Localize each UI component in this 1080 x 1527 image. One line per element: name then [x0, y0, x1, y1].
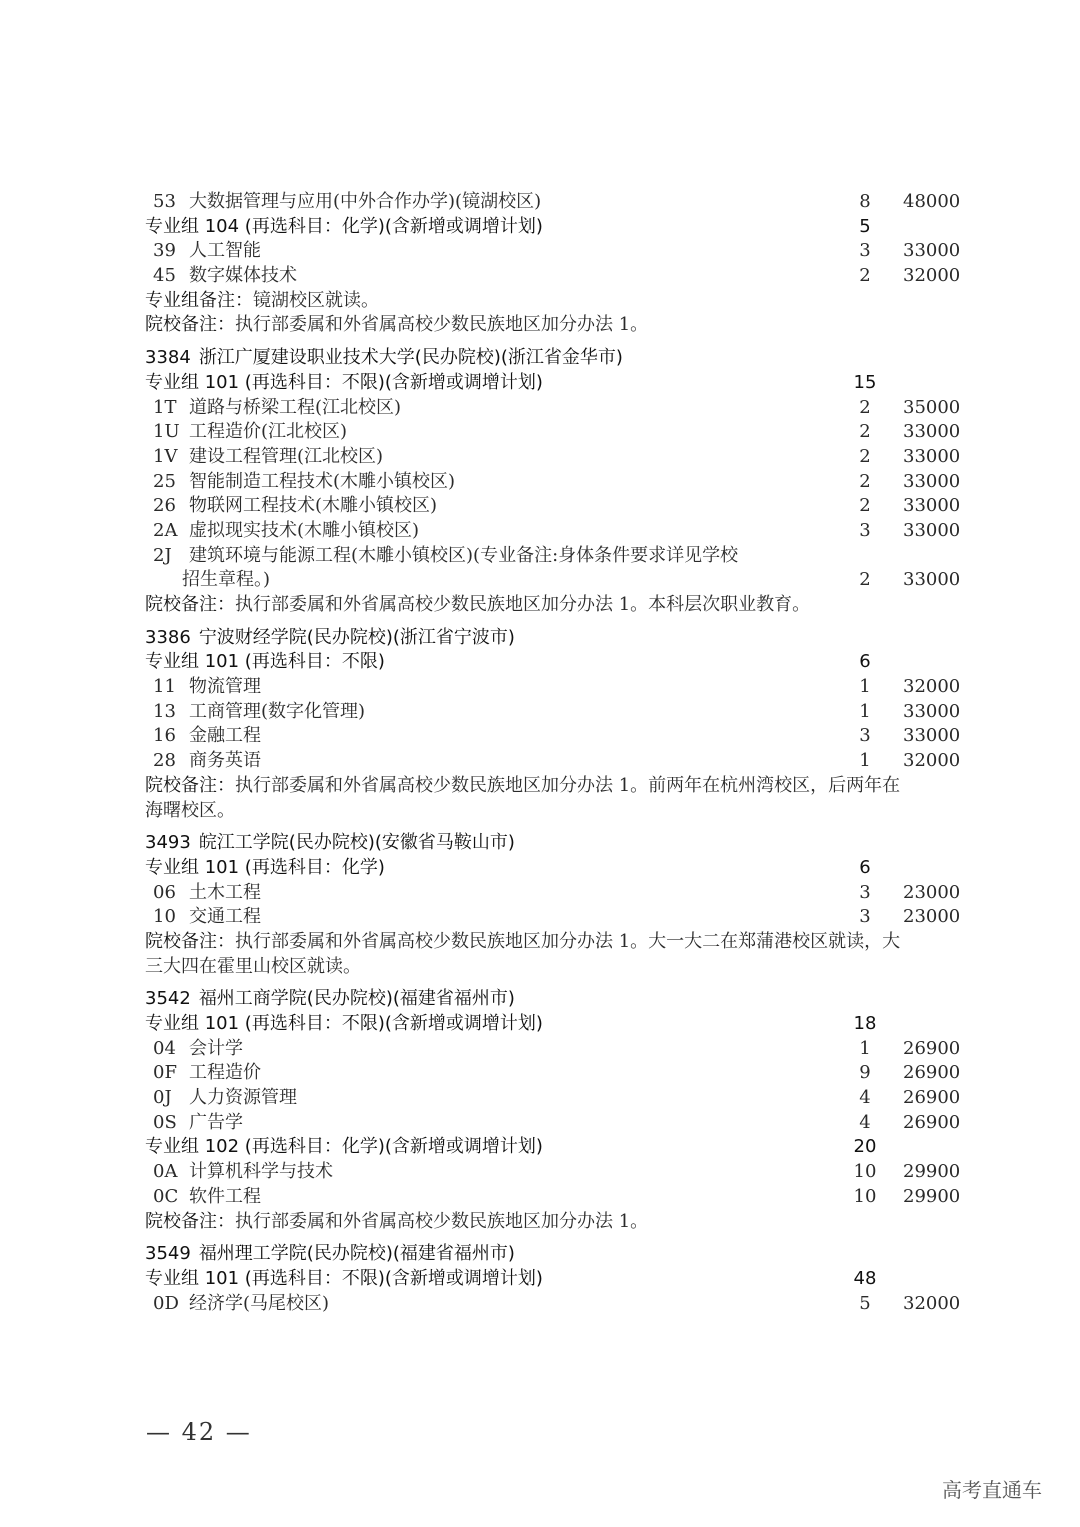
tuition-fee: 29900 [903, 1161, 961, 1183]
tuition-fee: 23000 [903, 906, 961, 928]
major-row [145, 1061, 965, 1086]
major-name: 虚拟现实技术(木雕小镇校区) [189, 519, 420, 541]
major-name: 经济学(马尾校区) [189, 1292, 330, 1314]
plan-count: 9 [859, 1062, 871, 1084]
major-row [145, 239, 965, 264]
major-label [153, 1292, 329, 1317]
major-row [145, 190, 965, 215]
major-group-title: 专业组 101 (再选科目：不限)(含新增或调增计划) [145, 371, 543, 393]
plan-count: 5 [859, 1292, 871, 1314]
plan-count: 8 [859, 191, 871, 212]
school-header-row [145, 987, 965, 1012]
tuition-fee: 33000 [903, 445, 961, 467]
major-code: 13 [153, 700, 176, 722]
major-group-row [145, 371, 965, 396]
plan-count: 3 [859, 725, 871, 747]
major-label [153, 396, 401, 421]
remark-text: 海曙校区。 [145, 799, 235, 821]
tuition-fee: 29900 [903, 1185, 961, 1207]
major-name: 工程造价 [189, 1062, 261, 1084]
major-code: 0D [153, 1292, 179, 1314]
major-name: 软件工程 [189, 1185, 261, 1207]
tuition-fee: 33000 [903, 725, 961, 747]
major-row [145, 749, 965, 774]
major-name: 会计学 [189, 1037, 243, 1059]
major-label [153, 675, 261, 700]
remark [145, 1210, 648, 1235]
school-code: 3542 [145, 988, 191, 1010]
school-header-row [145, 626, 965, 651]
major-group-row [145, 1012, 965, 1037]
plan-count: 10 [853, 1161, 877, 1183]
tuition-fee: 32000 [903, 676, 961, 698]
major-code: 04 [153, 1037, 176, 1059]
major-name: 商务英语 [189, 750, 261, 772]
major-code: 0A [153, 1161, 178, 1183]
major-row [145, 675, 965, 700]
remark-row [145, 593, 965, 618]
major-name: 人工智能 [189, 240, 261, 262]
major-code: 1T [153, 396, 177, 418]
tuition-fee: 32000 [903, 265, 961, 287]
plan-count: 3 [859, 881, 871, 903]
school-code: 3386 [145, 626, 191, 648]
group-plan-count: 20 [853, 1136, 877, 1158]
school-name: 福州理工学院(民办院校)(福建省福州市) [198, 1243, 515, 1265]
plan-count: 1 [859, 750, 871, 772]
major-row [145, 519, 965, 544]
remark-text: 执行部委属和外省属高校少数民族地区加分办法 1。大一大二在郑蒲港校区就读，大 [235, 930, 901, 952]
remark-label: 专业组备注： [145, 289, 253, 311]
major-label [153, 700, 365, 725]
group-plan-count: 5 [859, 215, 871, 237]
major-name: 交通工程 [189, 906, 261, 928]
major-row [145, 1111, 965, 1136]
school-label [145, 1242, 515, 1267]
major-label [153, 264, 297, 289]
school-code: 3549 [145, 1243, 191, 1265]
remark [145, 313, 648, 338]
group-plan-count: 6 [859, 856, 871, 878]
major-name: 计算机科学与技术 [189, 1161, 333, 1183]
major-code: 0J [153, 1087, 172, 1109]
group-plan-count: 48 [853, 1267, 877, 1289]
school-code: 3384 [145, 347, 191, 369]
remark-text: 执行部委属和外省属高校少数民族地区加分办法 1。本科层次职业教育。 [235, 594, 811, 615]
remark-row [145, 289, 965, 314]
major-code: 26 [153, 495, 176, 517]
remark-label: 院校备注： [145, 594, 235, 615]
plan-count: 4 [859, 1111, 871, 1133]
plan-count: 2 [859, 470, 871, 492]
school-header-row [145, 346, 965, 371]
major-code: 0S [153, 1111, 177, 1133]
major-code: 45 [153, 265, 176, 287]
group-plan-count: 18 [853, 1013, 877, 1034]
major-name: 建设工程管理(江北校区) [189, 445, 384, 467]
major-name: 建筑环境与能源工程(木雕小镇校区)(专业备注:身体条件要求详见学校 [189, 544, 739, 566]
plan-count: 2 [859, 265, 871, 287]
major-code: 2A [153, 519, 178, 541]
major-code: 39 [153, 240, 176, 262]
remark-row [145, 930, 965, 955]
tuition-fee: 33000 [903, 495, 961, 517]
major-name: 工程造价(江北校区) [189, 421, 348, 443]
remark-row [145, 774, 965, 799]
major-label [153, 445, 383, 470]
remark-text: 执行部委属和外省属高校少数民族地区加分办法 1。前两年在杭州湾校区，后两年在 [235, 774, 901, 796]
major-row [145, 905, 965, 930]
remark [145, 289, 379, 314]
school-name: 皖江工学院(民办院校)(安徽省马鞍山市) [198, 832, 515, 854]
major-name: 金融工程 [189, 725, 261, 747]
school-header-row [145, 1242, 965, 1267]
plan-count: 1 [859, 676, 871, 698]
major-label [153, 1111, 243, 1136]
major-code: 1V [153, 445, 178, 467]
watermark: 高考直通车 [942, 1478, 1042, 1502]
major-row [145, 494, 965, 519]
tuition-fee: 32000 [903, 750, 961, 772]
tuition-fee: 33000 [903, 470, 961, 492]
major-group-title: 专业组 101 (再选科目：化学) [145, 856, 385, 878]
major-code: 53 [153, 191, 176, 212]
plan-count: 3 [859, 519, 871, 541]
major-group-row [145, 1267, 965, 1292]
tuition-fee: 33000 [903, 421, 961, 443]
major-group-title: 专业组 104 (再选科目：化学)(含新增或调增计划) [145, 215, 543, 237]
major-code: 06 [153, 881, 176, 903]
school-header-row [145, 831, 965, 856]
tuition-fee: 23000 [903, 881, 961, 903]
remark-label: 院校备注： [145, 930, 235, 952]
major-label [153, 1037, 243, 1062]
remark-label: 院校备注： [145, 774, 235, 796]
school-name: 福州工商学院(民办院校)(福建省福州市) [198, 988, 515, 1010]
major-row [145, 1160, 965, 1185]
major-name: 智能制造工程技术(木雕小镇校区) [189, 470, 456, 492]
major-name: 道路与桥梁工程(江北校区) [189, 396, 402, 418]
tuition-fee: 33000 [903, 240, 961, 262]
group-plan-count: 15 [853, 371, 877, 393]
remark [145, 930, 900, 955]
major-label [153, 494, 437, 519]
plan-count: 10 [853, 1185, 877, 1207]
major-label [153, 905, 261, 930]
major-label [153, 749, 261, 774]
major-name: 土木工程 [189, 881, 261, 903]
major-row [145, 445, 965, 470]
major-label [153, 1086, 297, 1111]
remark-text: 执行部委属和外省属高校少数民族地区加分办法 1。 [235, 314, 649, 336]
tuition-fee: 26900 [903, 1037, 961, 1059]
remark [145, 593, 810, 618]
major-name: 招生章程。) [182, 569, 271, 591]
major-row [145, 264, 965, 289]
major-continuation-row [145, 568, 965, 593]
major-label [153, 239, 261, 264]
school-label [145, 626, 515, 651]
major-group-row [145, 650, 965, 675]
major-row [145, 1086, 965, 1111]
major-group-title: 专业组 101 (再选科目：不限) [145, 651, 385, 673]
tuition-fee: 33000 [903, 569, 961, 591]
major-code: 28 [153, 750, 176, 772]
major-label [153, 881, 261, 906]
major-group-title: 专业组 101 (再选科目：不限)(含新增或调增计划) [145, 1013, 543, 1034]
major-name: 人力资源管理 [189, 1087, 297, 1109]
major-label [153, 190, 541, 215]
school-label [145, 831, 515, 856]
major-label [153, 519, 419, 544]
major-row [145, 1037, 965, 1062]
major-group-title: 专业组 101 (再选科目：不限)(含新增或调增计划) [145, 1267, 543, 1289]
school-label [145, 346, 623, 371]
major-label [153, 724, 261, 749]
remark [145, 774, 900, 799]
remark-text: 镜湖校区就读。 [253, 289, 379, 311]
major-code: 10 [153, 906, 176, 928]
major-row [145, 724, 965, 749]
tuition-fee: 33000 [903, 519, 961, 541]
school-name: 宁波财经学院(民办院校)(浙江省宁波市) [198, 626, 515, 648]
major-row [145, 881, 965, 906]
plan-count: 4 [859, 1087, 871, 1109]
major-code: 1U [153, 421, 180, 443]
major-group-row [145, 215, 965, 240]
remark-label: 院校备注： [145, 1210, 235, 1232]
remark-text: 三大四在霍里山校区就读。 [145, 955, 361, 977]
remark-row [145, 313, 965, 338]
plan-count: 2 [859, 569, 871, 591]
major-row [145, 700, 965, 725]
remark-label: 院校备注： [145, 314, 235, 336]
major-name: 物流管理 [189, 676, 261, 698]
major-group-row [145, 1135, 965, 1160]
major-label [153, 544, 738, 569]
major-code: 16 [153, 725, 176, 747]
major-row [145, 470, 965, 495]
remark-row [145, 1210, 965, 1235]
major-label [153, 1061, 261, 1086]
major-row [145, 396, 965, 421]
tuition-fee: 33000 [903, 700, 961, 722]
school-name: 浙江广厦建设职业技术大学(民办院校)(浙江省金华市) [198, 347, 623, 369]
plan-count: 2 [859, 445, 871, 467]
major-label [153, 1185, 261, 1210]
major-code: 0C [153, 1185, 179, 1207]
major-row [145, 1185, 965, 1210]
major-group-title: 专业组 102 (再选科目：化学)(含新增或调增计划) [145, 1136, 543, 1158]
plan-count: 2 [859, 421, 871, 443]
major-code: 0F [153, 1062, 177, 1084]
plan-count: 1 [859, 700, 871, 722]
plan-count: 2 [859, 396, 871, 418]
major-row [145, 1292, 965, 1317]
tuition-fee: 32000 [903, 1292, 961, 1314]
section-spacer [145, 618, 965, 626]
remark-text: 执行部委属和外省属高校少数民族地区加分办法 1。 [235, 1210, 649, 1232]
tuition-fee: 35000 [903, 396, 961, 418]
admission-plan-list [145, 190, 965, 1316]
page-number: — 42 — [146, 1418, 252, 1446]
tuition-fee: 26900 [903, 1062, 961, 1084]
plan-count: 2 [859, 495, 871, 517]
remark-continuation-row [145, 799, 965, 824]
section-spacer [145, 823, 965, 831]
remark-continuation-row [145, 955, 965, 980]
major-name: 物联网工程技术(木雕小镇校区) [189, 495, 438, 517]
tuition-fee: 26900 [903, 1111, 961, 1133]
major-row [145, 420, 965, 445]
school-code: 3493 [145, 832, 191, 854]
major-name: 工商管理(数字化管理) [189, 700, 366, 722]
tuition-fee: 26900 [903, 1087, 961, 1109]
section-spacer [145, 979, 965, 987]
major-label [153, 470, 455, 495]
section-spacer [145, 1234, 965, 1242]
major-name: 大数据管理与应用(中外合作办学)(镜湖校区) [189, 191, 542, 212]
major-label [153, 420, 347, 445]
major-code: 11 [153, 676, 176, 698]
plan-count: 1 [859, 1037, 871, 1059]
major-name: 数字媒体技术 [189, 265, 297, 287]
section-spacer [145, 338, 965, 346]
major-label [153, 1160, 333, 1185]
school-label [145, 987, 515, 1012]
tuition-fee: 48000 [903, 191, 961, 212]
group-plan-count: 6 [859, 651, 871, 673]
major-name: 广告学 [189, 1111, 243, 1133]
major-code: 25 [153, 470, 176, 492]
major-code: 2J [153, 544, 172, 566]
major-group-row [145, 856, 965, 881]
plan-count: 3 [859, 906, 871, 928]
major-row [145, 544, 965, 569]
plan-count: 3 [859, 240, 871, 262]
